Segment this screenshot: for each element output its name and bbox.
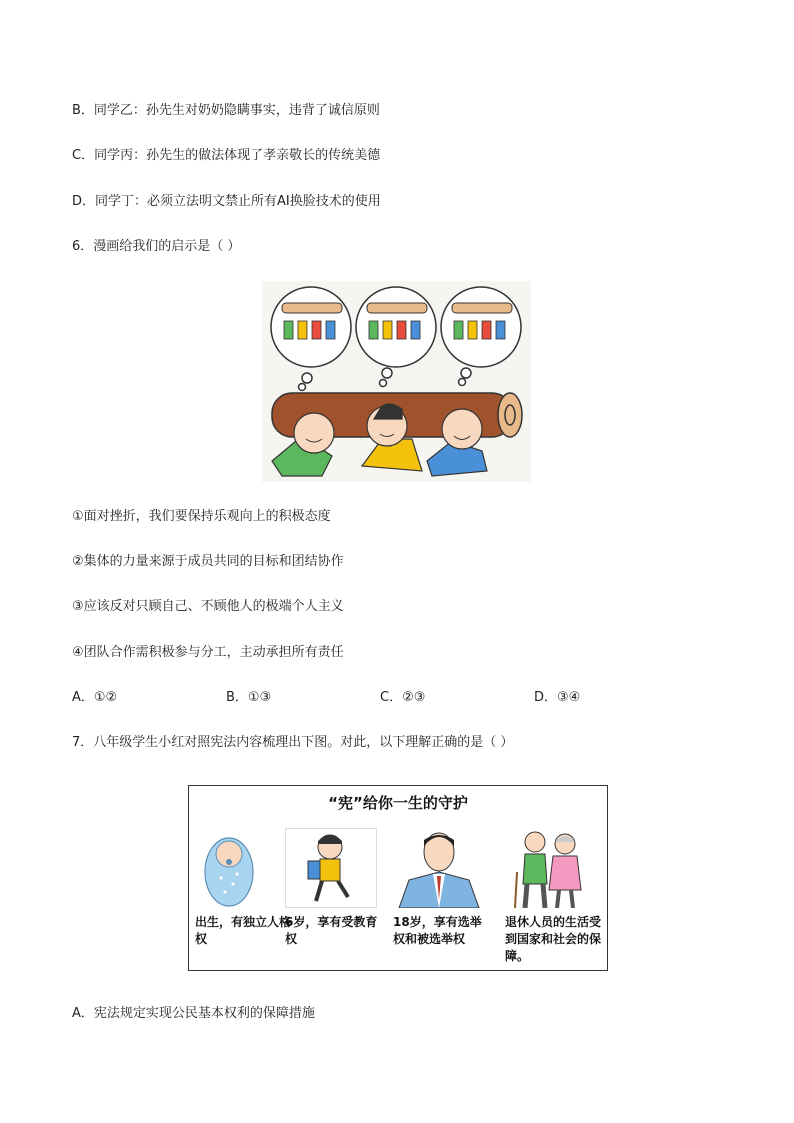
baby-illustration — [195, 828, 287, 908]
q6-choice-c: C．②③ — [380, 690, 426, 705]
q6-statement-2: ②集体的力量来源于成员共同的目标和团结协作 — [72, 554, 344, 569]
q6-statement-1: ①面对挫折，我们要保持乐观向上的积极态度 — [72, 509, 331, 524]
adult-man-illustration — [393, 828, 485, 908]
caption-birth: 出生，有独立人格权 — [195, 915, 292, 946]
q6-statement-3: ③应该反对只顾自己、不顾他人的极端个人主义 — [72, 599, 344, 614]
q6-choice-b: B．①③ — [226, 690, 272, 705]
caption-retired: 退休人员的生活受到国家和社会的保障。 — [505, 915, 602, 963]
elderly-couple-illustration — [505, 828, 597, 908]
constitution-panel — [188, 785, 608, 971]
student-illustration — [285, 828, 377, 908]
panel-title: “宪”给你一生的守护 — [328, 794, 468, 812]
q5-option-d: D．同学丁：必须立法明文禁止所有AI换脸技术的使用 — [72, 194, 381, 209]
q5-option-c: C．同学丙：孙先生的做法体现了孝亲敬长的传统美德 — [72, 148, 381, 163]
q7-stem: 7．八年级学生小红对照宪法内容梳理出下图。对此，以下理解正确的是（ ） — [72, 735, 514, 750]
teamwork-comic — [262, 281, 531, 482]
q6-statement-4: ④团队合作需积极参与分工，主动承担所有责任 — [72, 645, 344, 660]
caption-age-6: 6岁，享有受教育权 — [285, 915, 378, 946]
q6-choice-a: A．①② — [72, 690, 118, 705]
q6-stem: 6．漫画给我们的启示是（ ） — [72, 239, 241, 254]
q7-option-a: A．宪法规定实现公民基本权利的保障措施 — [72, 1006, 315, 1021]
q5-option-b: B．同学乙：孙先生对奶奶隐瞒事实，违背了诚信原则 — [72, 103, 380, 118]
q6-choice-d: D．③④ — [534, 690, 581, 705]
caption-age-18: 18岁，享有选举权和被选举权 — [393, 915, 482, 946]
